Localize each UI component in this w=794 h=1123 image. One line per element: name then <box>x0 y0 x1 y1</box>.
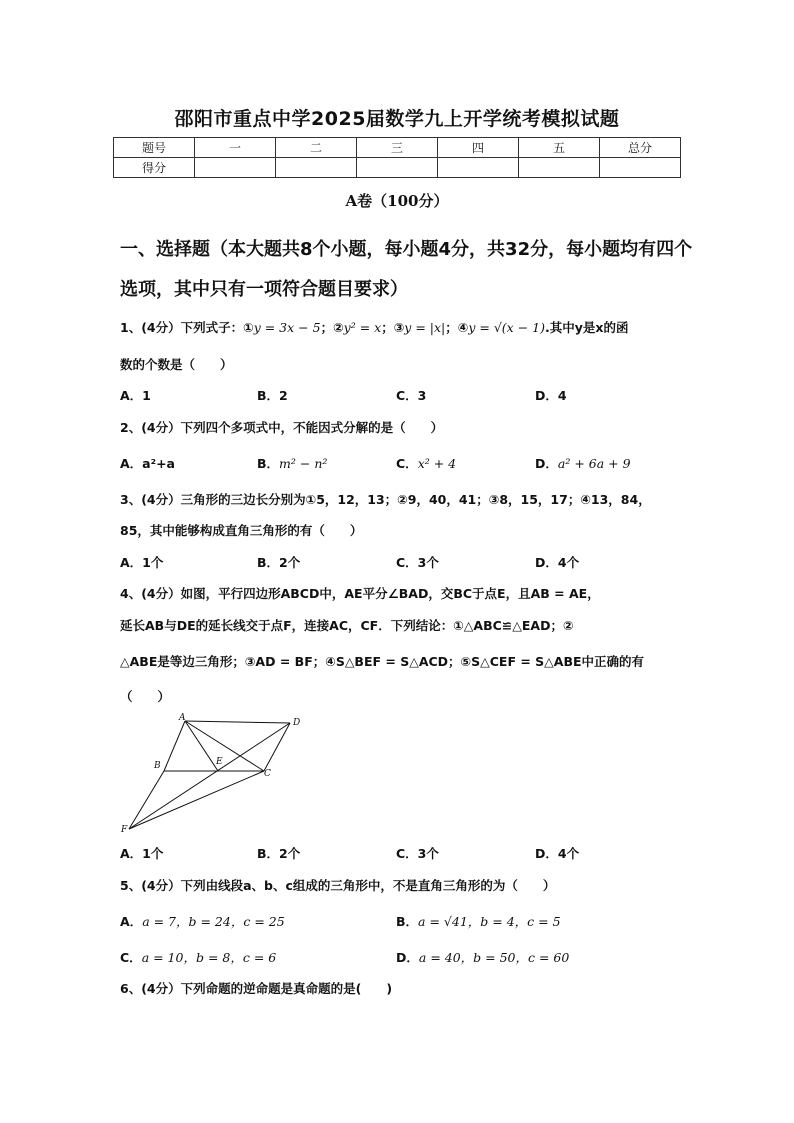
question-4-line4: （ ） <box>120 689 171 704</box>
score-table-cell: 五 <box>519 138 600 158</box>
q5-option-d-label: D． <box>396 950 419 965</box>
q1-option-c: C．3 <box>396 388 427 403</box>
question-3-line2: 85，其中能够构成直角三角形的有（ ） <box>120 523 363 538</box>
q1-sep-4: ；④ <box>445 320 469 335</box>
score-blank-cell <box>519 158 600 178</box>
score-table-cell: 题号 <box>114 138 195 158</box>
q5-option-a <box>120 912 285 930</box>
score-table-cell: 一 <box>195 138 276 158</box>
segment-AC <box>185 721 264 771</box>
q5-option-c-label: C． <box>120 950 142 965</box>
q5-option-b-expr: a = √41，b = 4，c = 5 <box>418 914 561 929</box>
score-blank-cell <box>438 158 519 178</box>
parallelogram-figure <box>118 712 318 834</box>
segment-AD <box>185 721 290 723</box>
q5-option-d-expr: a = 40，b = 50，c = 60 <box>418 950 570 965</box>
score-table-score-row <box>114 158 681 178</box>
segment-AE <box>185 721 218 771</box>
score-blank-cell <box>276 158 357 178</box>
label-A: A <box>179 713 186 723</box>
q1-sep-3: ；③ <box>381 320 405 335</box>
label-C: C <box>264 769 271 779</box>
score-blank-cell <box>357 158 438 178</box>
section-a-heading: A卷（100分） <box>345 192 449 210</box>
q2-option-a: A．a²+a <box>120 456 175 471</box>
q1-expr-2: y² = x <box>343 320 382 335</box>
q2-option-b-expr: m² − n² <box>279 456 328 471</box>
score-table <box>113 137 681 178</box>
q2-option-c <box>396 454 456 472</box>
label-E: E <box>216 757 223 767</box>
q2-option-d <box>535 454 631 472</box>
q5-option-c <box>120 948 276 966</box>
q3-option-a: A．1个 <box>120 555 164 570</box>
question-1-line2: 数的个数是（ ） <box>120 357 233 372</box>
score-table-cell: 三 <box>357 138 438 158</box>
q2-option-c-label: C． <box>396 456 418 471</box>
question-5: 5、(4分）下列由线段a、b、c组成的三角形中，不是直角三角形的为（ ） <box>120 878 556 893</box>
label-B: B <box>154 761 161 771</box>
q1-expr-3: y = |x| <box>404 320 446 335</box>
score-table-cell: 得分 <box>114 158 195 178</box>
score-blank-cell <box>195 158 276 178</box>
question-3-line1: 3、(4分）三角形的三边长分别为①5，12，13；②9，40，41；③8，15，17；④13，84， <box>120 492 651 507</box>
score-table-header-row <box>114 138 681 158</box>
q4-option-a: A．1个 <box>120 846 164 861</box>
q4-option-c: C．3个 <box>396 846 439 861</box>
q1-lead: 1、(4分）下列式子：① <box>120 320 254 335</box>
q2-option-d-expr: a² + 6a + 9 <box>557 456 631 471</box>
q1-sep-2: ；② <box>320 320 344 335</box>
question-4-line1: 4、(4分）如图，平行四边形ABCD中，AE平分∠BAD，交BC于点E，且AB = AE， <box>120 586 600 601</box>
label-F: F <box>121 825 128 834</box>
q1-expr-1: y = 3x − 5 <box>253 320 321 335</box>
q3-option-c: C．3个 <box>396 555 439 570</box>
q1-expr-4: y = √(x − 1) <box>468 320 545 335</box>
segment-DC <box>264 723 290 771</box>
question-1-line1 <box>120 318 628 336</box>
q1-option-b: B．2 <box>257 388 288 403</box>
q1-tail: .其中y是x的函 <box>544 320 629 335</box>
q2-option-d-label: D． <box>535 456 558 471</box>
segment-AB <box>164 721 185 771</box>
q4-option-b: B．2个 <box>257 846 301 861</box>
q5-option-c-expr: a = 10，b = 8，c = 6 <box>141 950 277 965</box>
q5-option-a-expr: a = 7，b = 24，c = 25 <box>142 914 285 929</box>
label-D: D <box>293 718 301 728</box>
q5-option-b-label: B． <box>396 914 419 929</box>
score-table-cell: 二 <box>276 138 357 158</box>
part1-heading: 一、选择题（本大题共8个小题，每小题4分，共32分，每小题均有四个选项，其中只有一项符合题目要求） <box>120 239 693 300</box>
question-4-line3: △ABE是等边三角形；③AD = BF；④S△BEF = S△ACD；⑤S△CEF = S△ABE中正确的有 <box>120 654 645 669</box>
segment-CF <box>129 771 264 829</box>
q5-option-d <box>396 948 569 966</box>
q2-option-b <box>257 454 327 472</box>
q5-option-b <box>396 912 561 930</box>
score-blank-cell <box>600 158 681 178</box>
q3-option-b: B．2个 <box>257 555 301 570</box>
question-2: 2、(4分）下列四个多项式中，不能因式分解的是（ ） <box>120 420 444 435</box>
q4-option-d: D．4个 <box>535 846 580 861</box>
segment-BF <box>129 771 164 829</box>
q5-option-a-label: A． <box>120 914 143 929</box>
q1-option-a: A．1 <box>120 388 151 403</box>
question-6: 6、(4分）下列命题的逆命题是真命题的是( ) <box>120 981 393 996</box>
score-table-cell: 总分 <box>600 138 681 158</box>
q2-option-b-label: B． <box>257 456 280 471</box>
question-4-line2: 延长AB与DE的延长线交于点F，连接AC，CF．下列结论：①△ABC≌△EAD；② <box>120 618 574 633</box>
q2-option-c-expr: x² + 4 <box>417 456 457 471</box>
score-table-cell: 四 <box>438 138 519 158</box>
exam-title: 邵阳市重点中学2025届数学九上开学统考模拟试题 <box>174 108 620 130</box>
q1-option-d: D．4 <box>535 388 567 403</box>
q3-option-d: D．4个 <box>535 555 580 570</box>
